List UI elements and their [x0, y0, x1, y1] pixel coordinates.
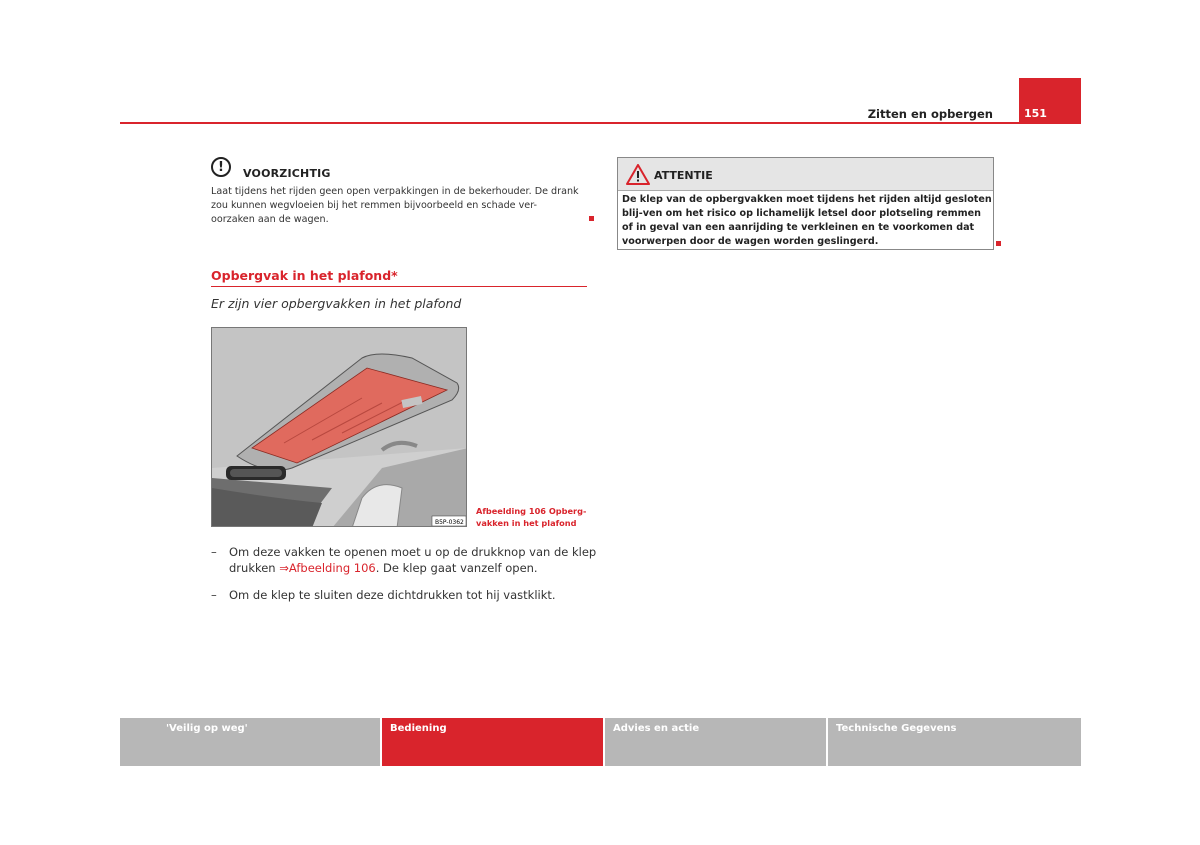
step-dash: – — [211, 588, 217, 602]
step-dash: – — [211, 545, 217, 559]
tab-label: Bediening — [390, 723, 447, 734]
step-text: Om deze vakken te openen moet u op de drukknop van de klep drukken ⇒Afbeelding 106. De klep gaat vanzelf open. — [229, 545, 597, 575]
tab-label: Advies en actie — [613, 723, 700, 734]
warning-text: De klep van de opbergvakken moet tijdens het rijden altijd gesloten blij-ven om het risico op lichamelijk letsel door plotseling remmen of in geval van een aanrijding te verkleinen en te voorkomen dat voorwerpen door de wagen worden geslingerd. — [622, 194, 992, 247]
caution-title: VOORZICHTIG — [243, 167, 331, 180]
figure-reference-link[interactable]: ⇒Afbeelding 106 — [279, 561, 376, 575]
step-text: Om de klep te sluiten deze dichtdrukken tot hij vastklikt. — [229, 588, 556, 602]
figure-caption-line1: Afbeelding 106 Opberg- — [476, 506, 587, 516]
red-square-icon — [996, 241, 1001, 246]
tab-veilig-op-weg[interactable] — [120, 718, 380, 766]
section-heading: Opbergvak in het plafond* — [211, 268, 398, 283]
figure-caption — [476, 505, 588, 529]
warning-box — [617, 157, 994, 250]
tab-label: Technische Gegevens — [836, 723, 957, 734]
page-number: 151 — [1024, 107, 1047, 120]
ceiling-storage-illustration — [212, 328, 467, 527]
tab-bediening[interactable] — [382, 718, 603, 766]
warning-triangle-icon — [626, 164, 650, 185]
figure-ceiling-storage — [211, 327, 467, 527]
warning-title: ATTENTIE — [654, 169, 713, 182]
instruction-step — [211, 587, 601, 603]
tab-advies-en-actie[interactable] — [605, 718, 826, 766]
chapter-title: Zitten en opbergen — [867, 107, 993, 121]
tab-label: 'Veilig op weg' — [166, 723, 248, 734]
red-square-icon — [589, 216, 594, 221]
section-subtitle: Er zijn vier opbergvakken in het plafond — [211, 296, 462, 311]
instruction-step — [211, 544, 601, 576]
figure-code: B5P-0362 — [435, 519, 464, 526]
tab-technische-gegevens[interactable] — [828, 718, 1081, 766]
caution-text: Laat tijdens het rijden geen open verpakkingen in de bekerhouder. De drank zou kunnen wegvloeien bij het remmen bijvoorbeeld en schade ver-oorzaken aan de wagen. — [211, 186, 579, 225]
header-rule — [120, 122, 1080, 124]
exclamation-circle-icon: ! — [211, 157, 231, 177]
figure-caption-line2: vakken in het plafond — [476, 518, 577, 528]
section-rule — [211, 286, 587, 287]
